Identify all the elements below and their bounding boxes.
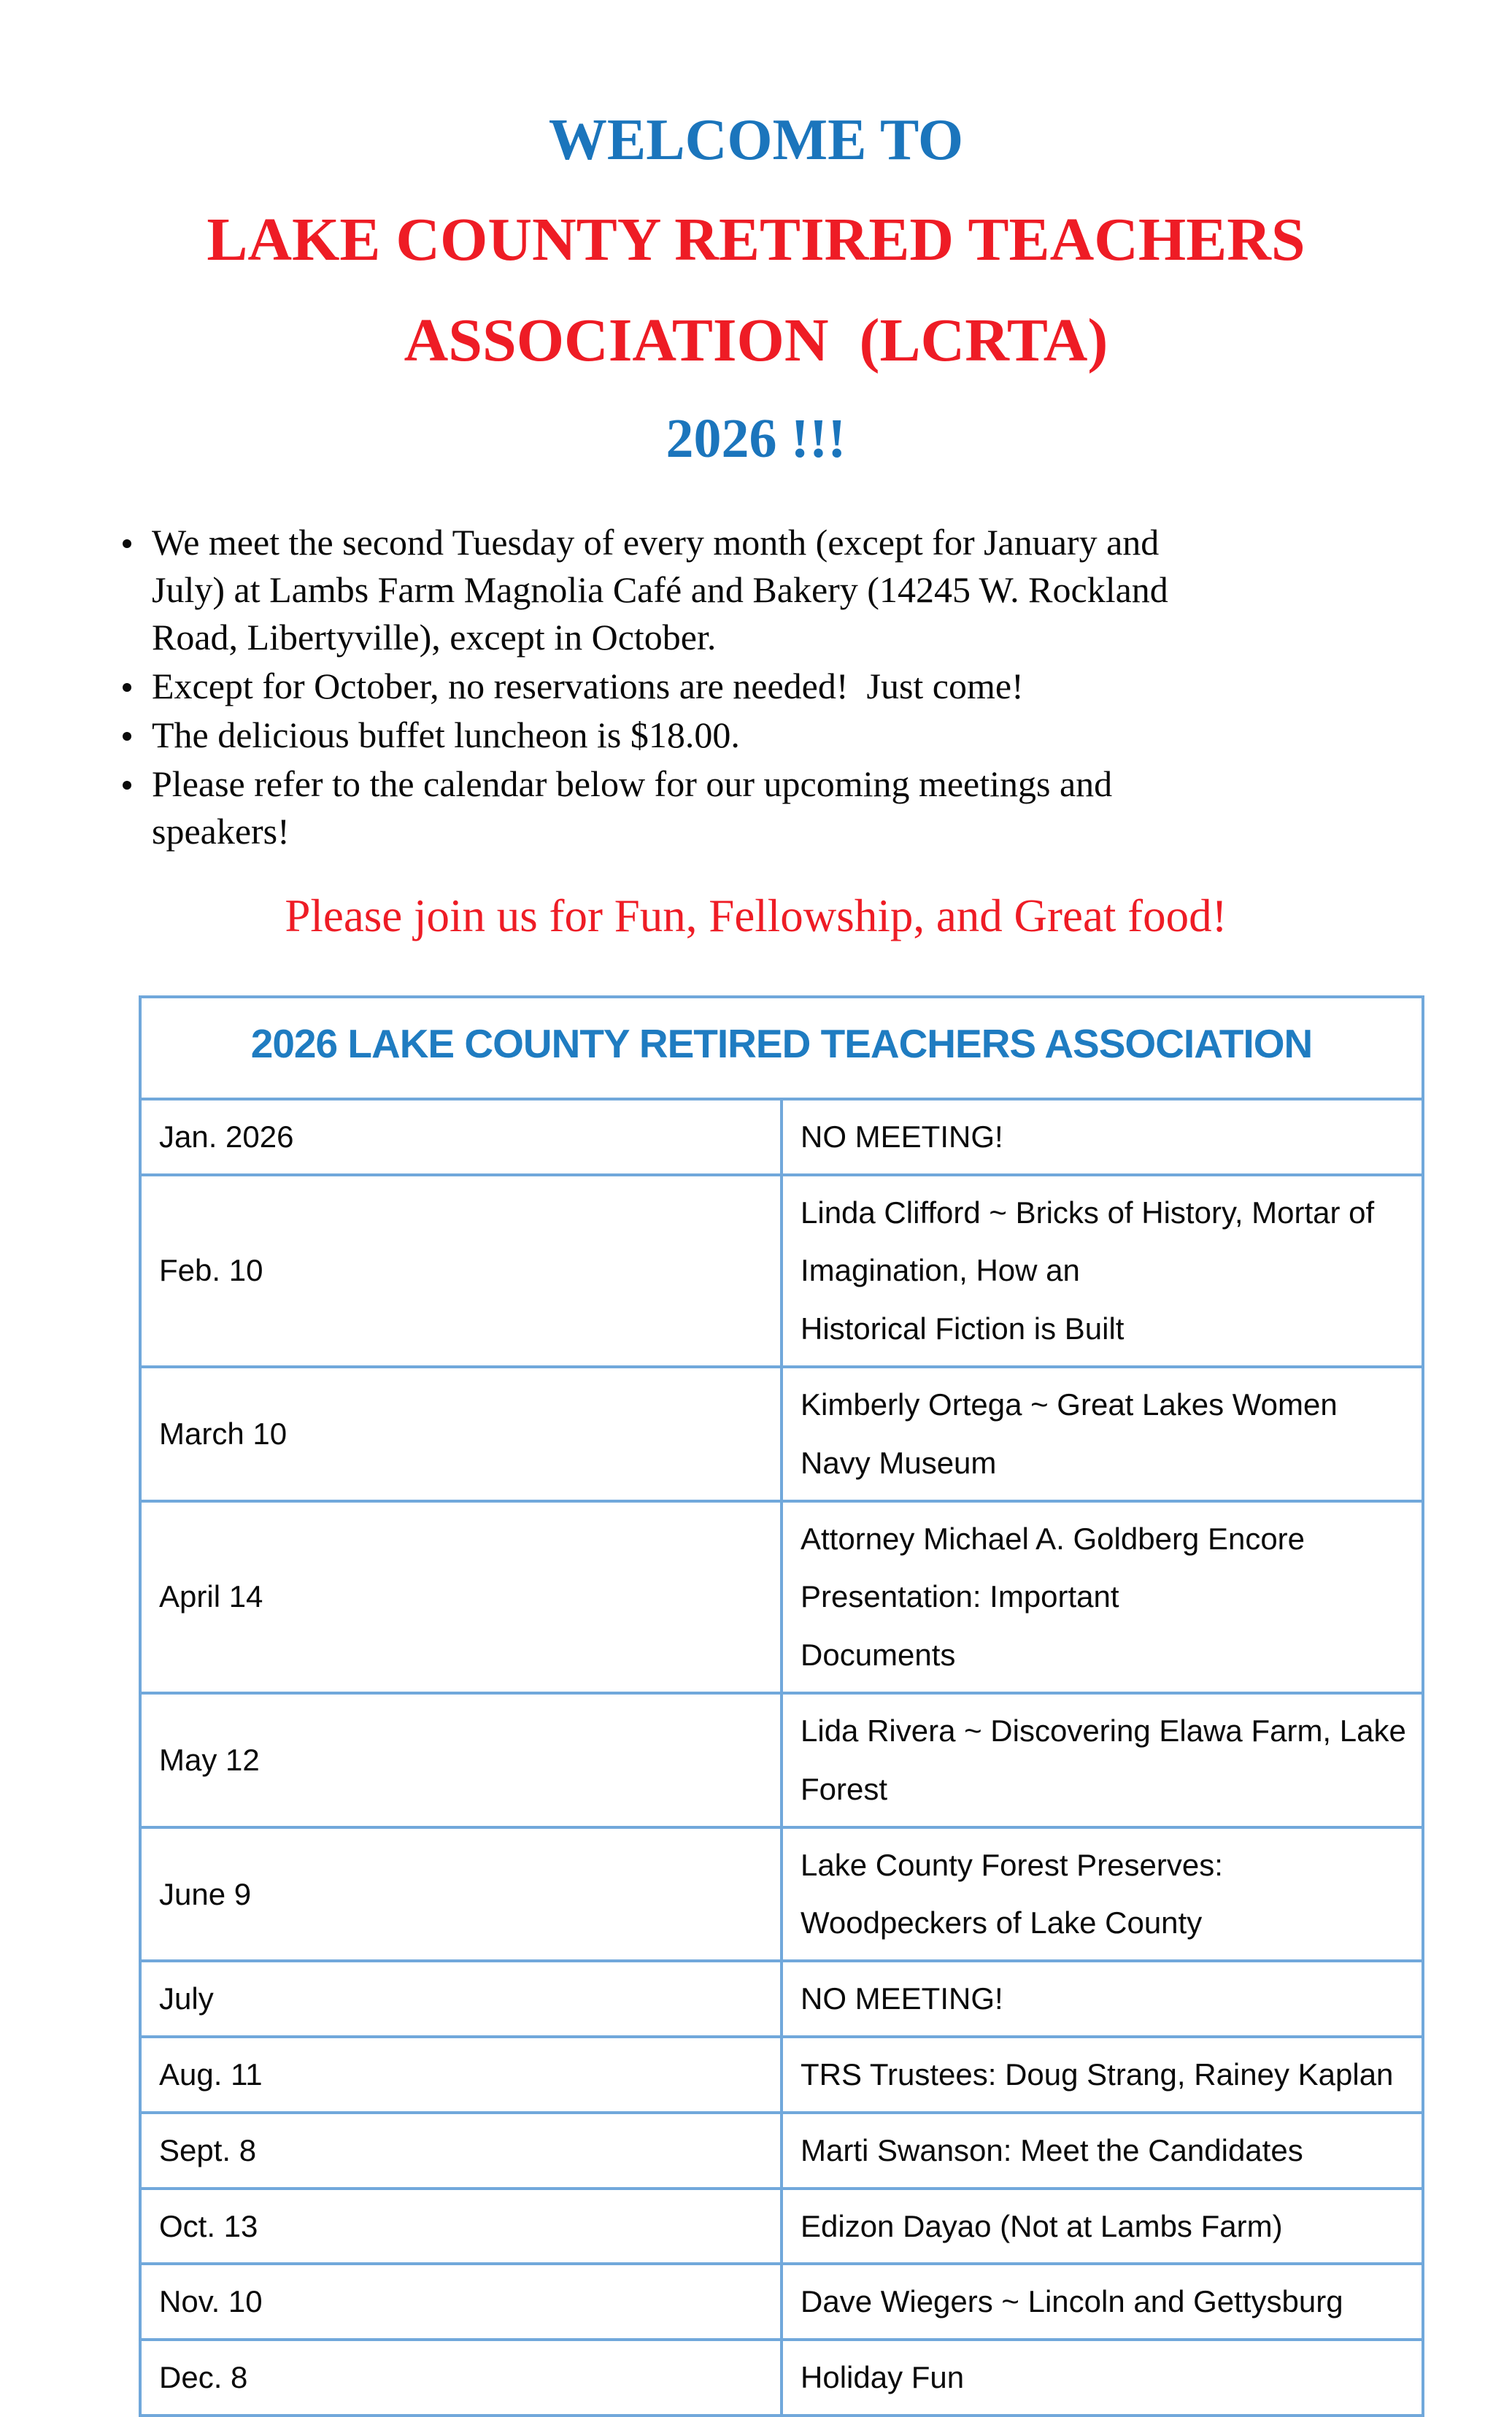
calendar-description-cell: NO MEETING! (782, 1961, 1423, 2037)
bullet-item: The delicious buffet luncheon is $18.00. (109, 712, 1446, 759)
calendar-date-cell: Sept. 8 (140, 2113, 782, 2189)
bullet-item: Please refer to the calendar below for our upcoming meetings and speakers! (109, 760, 1446, 855)
calendar-header (140, 997, 1423, 1099)
calendar-row (140, 1693, 1423, 1827)
calendar-date-cell: July (140, 1961, 782, 2037)
calendar-title-row (140, 997, 1423, 1099)
calendar-description-cell: Linda Clifford ~ Bricks of History, Mortar of Imagination, How an Historical Fiction is Built (782, 1175, 1423, 1367)
calendar-body (140, 1099, 1423, 2416)
calendar-row (140, 2340, 1423, 2416)
calendar-date-cell: April 14 (140, 1501, 782, 1693)
calendar-row (140, 1175, 1423, 1367)
calendar-date-cell: Dec. 8 (140, 2340, 782, 2416)
calendar-row (140, 2037, 1423, 2113)
calendar-description-cell: Edizon Dayao (Not at Lambs Farm) (782, 2189, 1423, 2264)
calendar-row (140, 2264, 1423, 2340)
info-bullet-list (109, 519, 1446, 855)
calendar-row (140, 2189, 1423, 2264)
calendar-date-cell: Oct. 13 (140, 2189, 782, 2264)
calendar-description-cell: Attorney Michael A. Goldberg Encore Presentation: Important Documents (782, 1501, 1423, 1693)
calendar-date-cell: May 12 (140, 1693, 782, 1827)
calendar-row (140, 2113, 1423, 2189)
tagline: Please join us for Fun, Fellowship, and Great food! (285, 890, 1227, 942)
calendar-row (140, 1099, 1423, 1175)
bullet-item: We meet the second Tuesday of every month (except for January and July) at Lambs Farm Magnolia Café and Bakery (14245 W. Rockland Road, Libertyville), except in October. (109, 519, 1446, 661)
calendar-table (139, 995, 1424, 2417)
calendar-date-cell: March 10 (140, 1367, 782, 1501)
calendar-description-cell: Marti Swanson: Meet the Candidates (782, 2113, 1423, 2189)
calendar-row (140, 1827, 1423, 1962)
title-block (0, 79, 1512, 498)
calendar-description-cell: NO MEETING! (782, 1099, 1423, 1175)
title-year: 2026 !!! (666, 407, 846, 469)
calendar-description-cell: Dave Wiegers ~ Lincoln and Gettysburg (782, 2264, 1423, 2340)
calendar-row (140, 1501, 1423, 1693)
calendar-date-cell: June 9 (140, 1827, 782, 1962)
calendar-description-cell: Lida Rivera ~ Discovering Elawa Farm, Lake Forest (782, 1693, 1423, 1827)
calendar-description-cell: TRS Trustees: Doug Strang, Rainey Kaplan (782, 2037, 1423, 2113)
bullet-item: Except for October, no reservations are needed! Just come! (109, 663, 1446, 710)
calendar-description-cell: Kimberly Ortega ~ Great Lakes Women Navy Museum (782, 1367, 1423, 1501)
calendar-description-cell: Holiday Fun (782, 2340, 1423, 2416)
calendar-date-cell: Aug. 11 (140, 2037, 782, 2113)
calendar-date-cell: Nov. 10 (140, 2264, 782, 2340)
calendar-description-cell: Lake County Forest Preserves: Woodpeckers of Lake County (782, 1827, 1423, 1962)
title-organization: LAKE COUNTY RETIRED TEACHERS (207, 205, 1305, 274)
calendar-date-cell: Feb. 10 (140, 1175, 782, 1367)
calendar-row (140, 1367, 1423, 1501)
calendar-title: 2026 LAKE COUNTY RETIRED TEACHERS ASSOCIATION (140, 997, 1423, 1099)
title-welcome: WELCOME TO (548, 108, 964, 172)
calendar-date-cell: Jan. 2026 (140, 1099, 782, 1175)
title-association: ASSOCIATION (LCRTA) (404, 307, 1108, 375)
calendar-row (140, 1961, 1423, 2037)
